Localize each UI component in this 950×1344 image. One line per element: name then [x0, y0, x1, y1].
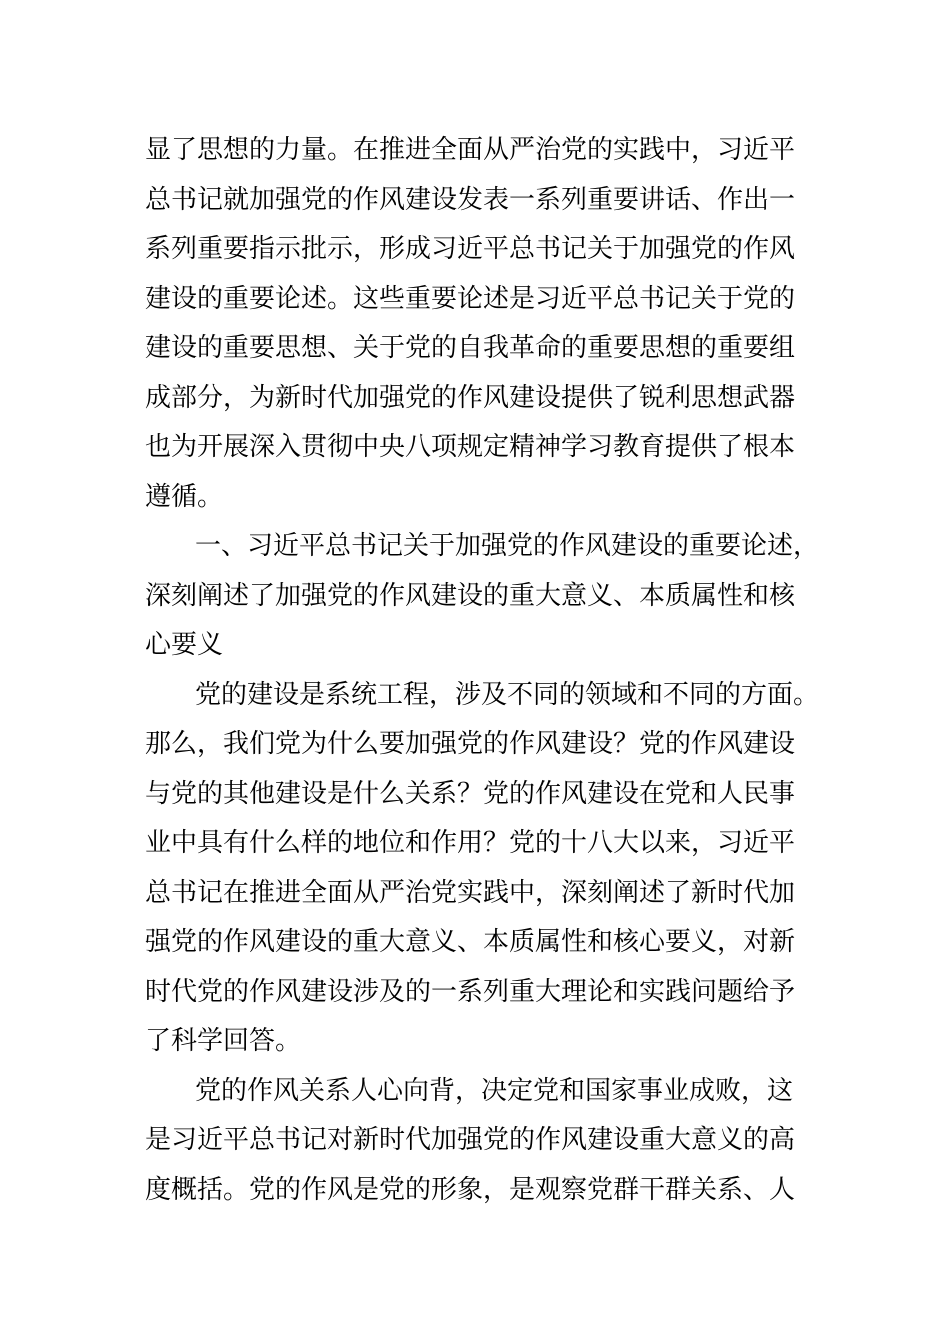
text-line: 强党的作风建设的重大意义、本质属性和核心要义，对新 [145, 927, 796, 957]
text-line: 是习近平总书记对新时代加强党的作风建设重大意义的高 [145, 1125, 796, 1155]
text-line: 了科学回答。 [145, 1026, 302, 1056]
section-heading [145, 522, 825, 671]
paragraph-2 [145, 671, 825, 1067]
text-line: 遵循。 [145, 481, 224, 512]
heading-line: 深刻阐述了加强党的作风建设的重大意义、本质属性和核 [145, 580, 796, 611]
text-line: 党的建设是系统工程，涉及不同的领域和不同的方面。 [195, 679, 820, 710]
heading-line: 一、习近平总书记关于加强党的作风建设的重要论述， [195, 531, 820, 561]
text-line: 成部分，为新时代加强党的作风建设提供了锐利思想武器 [145, 382, 796, 413]
paragraph-3 [145, 1067, 825, 1216]
text-line: 总书记就加强党的作风建设发表一系列重要讲话、作出一 [145, 184, 796, 215]
text-line: 显了思想的力量。在推进全面从严治党的实践中，习近平 [145, 135, 796, 165]
text-line: 系列重要指示批示，形成习近平总书记关于加强党的作风 [145, 234, 796, 264]
text-line: 建设的重要思想、关于党的自我革命的重要思想的重要组 [145, 333, 796, 363]
text-line: 时代党的作风建设涉及的一系列重大理论和实践问题给予 [145, 976, 796, 1007]
text-line: 也为开展深入贯彻中央八项规定精神学习教育提供了根本 [145, 432, 796, 462]
text-line: 建设的重要论述。这些重要论述是习近平总书记关于党的 [145, 283, 796, 314]
text-line: 业中具有什么样的地位和作用？党的十八大以来，习近平 [145, 828, 796, 858]
text-line: 度概括。党的作风是党的形象，是观察党群干群关系、人 [145, 1174, 796, 1205]
text-line: 与党的其他建设是什么关系？党的作风建设在党和人民事 [145, 778, 796, 809]
document-body [145, 126, 825, 1215]
text-line: 总书记在推进全面从严治党实践中，深刻阐述了新时代加 [145, 877, 796, 908]
heading-line: 心要义 [145, 630, 224, 660]
text-line: 那么，我们党为什么要加强党的作风建设？党的作风建设 [145, 729, 796, 759]
text-line: 党的作风关系人心向背，决定党和国家事业成败，这 [195, 1075, 794, 1106]
paragraph-1 [145, 126, 825, 522]
